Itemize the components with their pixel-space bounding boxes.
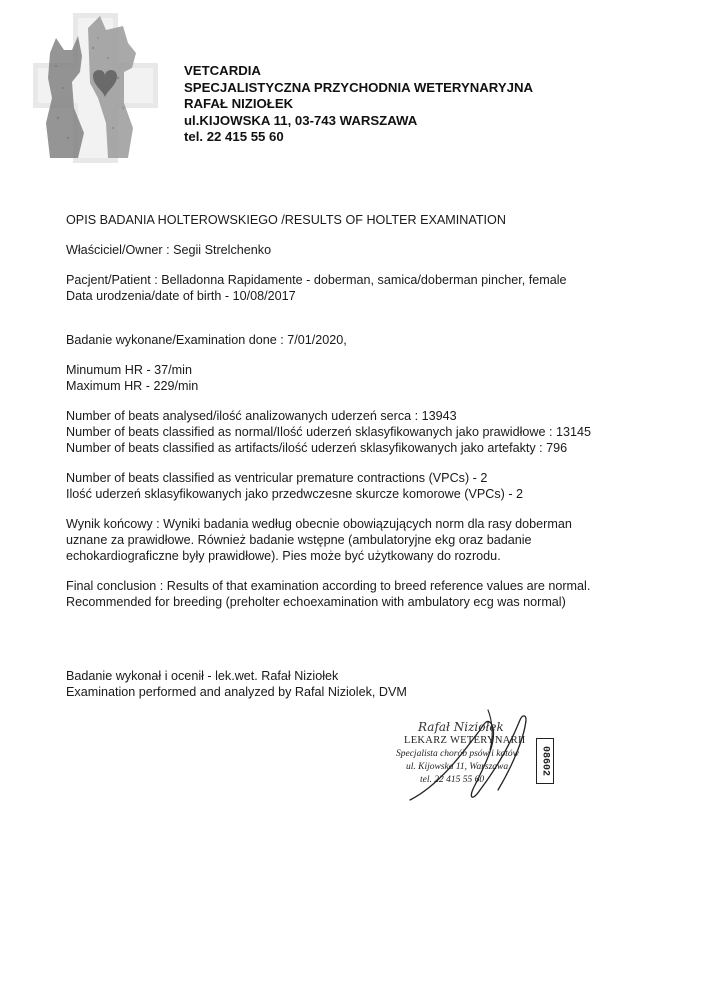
stamp-license-number: 08602 — [539, 745, 551, 777]
beats-analysed-line: Number of beats analysed/ilość analizowanych uderzeń serca : 13943 — [66, 409, 457, 423]
vet-stamp — [380, 690, 580, 830]
performed-en-line: Examination performed and analyzed by Rafal Niziolek, DVM — [66, 685, 407, 699]
clinic-owner-vet: RAFAŁ NIZIOŁEK — [184, 96, 294, 111]
exam-date-line: Badanie wykonane/Examination done : 7/01/2020, — [66, 333, 347, 347]
report-title: OPIS BADANIA HOLTEROWSKIEGO /RESULTS OF HOLTER EXAMINATION — [66, 213, 506, 227]
logo-graphic — [28, 8, 168, 173]
performed-pl-line: Badanie wykonał i ocenił - lek.wet. Rafał Niziołek — [66, 669, 339, 683]
clinic-address: ul.KIJOWSKA 11, 03-743 WARSZAWA — [184, 112, 418, 128]
max-hr-line: Maximum HR - 229/min — [66, 379, 199, 393]
result-pl-line: Wynik końcowy : Wyniki badania według obecnie obowiązujących norm dla rasy doberman — [66, 517, 572, 531]
clinic-type: SPECJALISTYCZNA PRZYCHODNIA WETERYNARYJNA — [184, 79, 534, 95]
stamp-address: ul. Kijowska 11, Warszawa — [406, 762, 509, 772]
stamp-phone: tel. 22 415 55 60 — [420, 775, 485, 785]
stamp-title: LEKARZ WETERYNARII — [404, 735, 526, 746]
clinic-name: VETCARDIA — [184, 63, 261, 78]
clinic-phone: tel. 22 415 55 60 — [184, 129, 284, 144]
stamp-signature-name: Rafał Niziołek — [418, 720, 504, 734]
vpc-en-line: Number of beats classified as ventricular premature contractions (VPCs) - 2 — [66, 471, 488, 485]
stamp-license-box — [536, 738, 554, 784]
min-hr-line: Minumum HR - 37/min — [66, 363, 192, 377]
dob-line: Data urodzenia/date of birth - 10/08/2017 — [66, 289, 296, 303]
owner-line: Właściciel/Owner : Segii Strelchenko — [66, 243, 272, 257]
vpc-pl-line: Ilość uderzeń sklasyfikowanych jako przedwczesne skurcze komorowe (VPCs) - 2 — [66, 487, 524, 501]
result-pl-line: uznane za prawidłowe. Również badanie wstępne (ambulatoryjne ekg oraz badanie — [66, 533, 532, 547]
letterhead — [184, 63, 533, 146]
stamp-specialty: Specjalista chorób psów i kotów — [396, 749, 519, 759]
result-en-line: Recommended for breeding (preholter echoexamination with ambulatory ecg was normal) — [66, 595, 566, 609]
report-body — [66, 212, 666, 700]
result-en-line: Final conclusion : Results of that examination according to breed reference values are normal. — [66, 579, 591, 593]
clinic-logo — [28, 8, 168, 173]
beats-artifacts-line: Number of beats classified as artifacts/ilość uderzeń sklasyfikowanych jako artefakty : 796 — [66, 441, 568, 455]
beats-normal-line: Number of beats classified as normal/Ilość uderzeń sklasyfikowanych jako prawidłowe : 13145 — [66, 425, 591, 439]
result-pl-line: echokardiograficzne były prawidłowe). Pies może być użytkowany do rozrodu. — [66, 549, 501, 563]
patient-line: Pacjent/Patient : Belladonna Rapidamente - doberman, samica/doberman pincher, female — [66, 273, 567, 287]
